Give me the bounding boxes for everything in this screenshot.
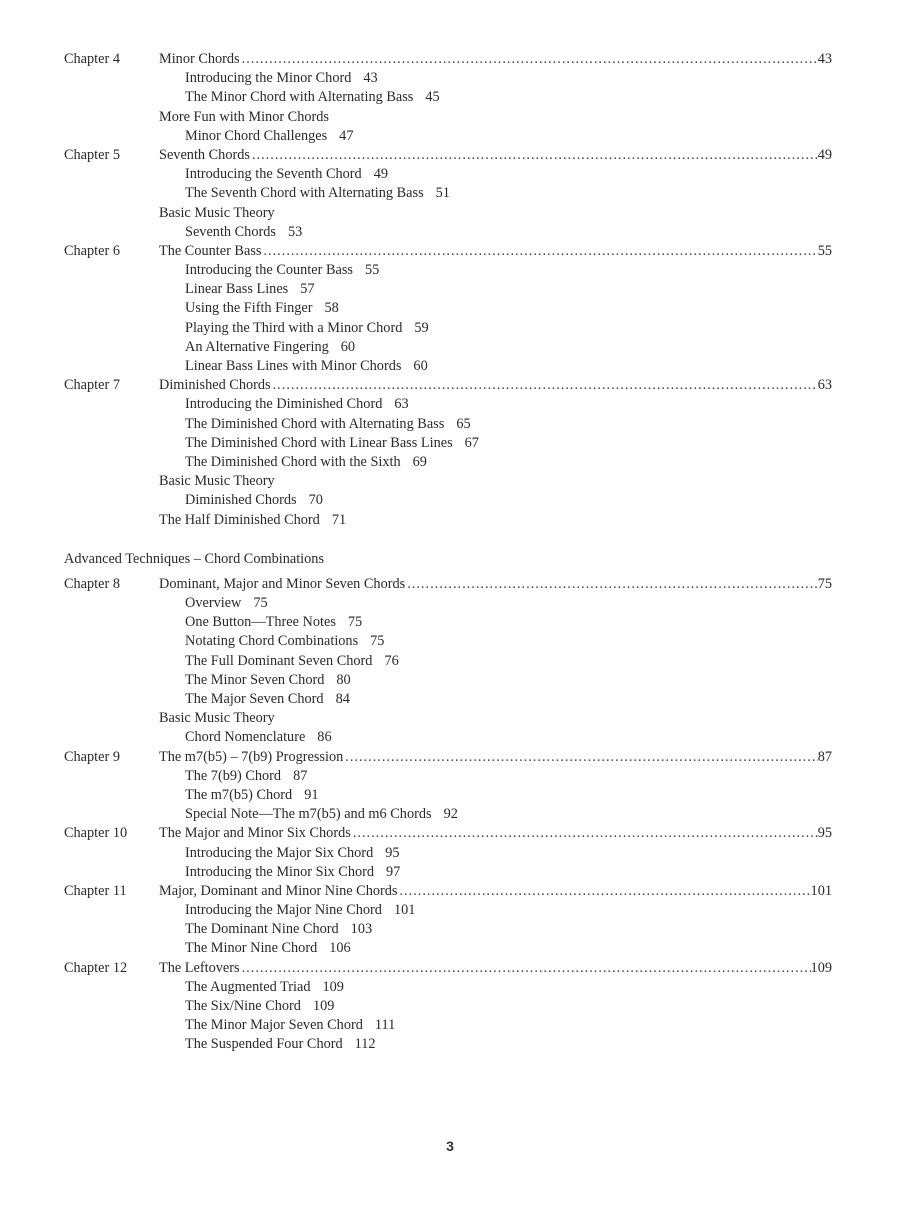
chapter-row[interactable]	[64, 882, 832, 901]
entry-title: The Full Dominant Seven Chord	[185, 652, 373, 669]
chapter-page: 95	[817, 825, 832, 842]
section-entry[interactable]	[64, 511, 832, 530]
chapter-row[interactable]	[64, 748, 832, 767]
entry-page: 92	[443, 806, 458, 823]
chapter-6	[64, 242, 832, 376]
toc-entry[interactable]	[64, 357, 832, 376]
entry-title: The Dominant Nine Chord	[185, 921, 339, 938]
entry-page: 86	[317, 729, 332, 746]
section-title: The Half Diminished Chord	[159, 511, 320, 528]
entry-page: 101	[393, 902, 416, 919]
entry-page: 97	[386, 863, 401, 880]
entry-title: Notating Chord Combinations	[185, 633, 359, 650]
entry-title: Introducing the Seventh Chord	[185, 166, 362, 183]
toc-entry[interactable]	[64, 767, 832, 786]
entry-page: 67	[464, 434, 479, 451]
chapter-label: Chapter 4	[64, 51, 120, 67]
chapter-5	[64, 146, 832, 242]
entry-title: The 7(b9) Chord	[185, 767, 282, 784]
chapter-page: 63	[817, 377, 832, 394]
entry-title: Using the Fifth Finger	[185, 300, 313, 317]
entry-page: 109	[322, 978, 344, 995]
chapter-row[interactable]	[64, 575, 832, 594]
entry-title: Linear Bass Lines	[185, 281, 289, 298]
chapter-row[interactable]	[64, 242, 832, 261]
chapter-title: Dominant, Major and Minor Seven Chords	[159, 575, 406, 592]
entry-page: 45	[425, 89, 440, 106]
leader-dots	[407, 575, 818, 594]
section-heading	[64, 709, 832, 728]
toc-entry[interactable]	[64, 728, 832, 747]
entry-page: 49	[373, 166, 388, 183]
entry-title: The Diminished Chord with Linear Bass Lines	[185, 434, 453, 451]
entry-page: 59	[414, 319, 429, 336]
entry-title: Chord Nomenclature	[185, 729, 306, 746]
entry-page: 55	[364, 262, 380, 279]
toc-entry[interactable]	[64, 613, 832, 632]
leader-dots	[399, 882, 810, 901]
entry-title: Special Note—The m7(b5) and m6 Chords	[185, 806, 432, 823]
entry-title: An Alternative Fingering	[185, 338, 329, 355]
chapter-11	[64, 882, 832, 959]
page-number: 3	[446, 1138, 454, 1154]
entry-title: Overview	[185, 595, 242, 612]
toc-entry[interactable]	[64, 165, 832, 184]
entry-title: Playing the Third with a Minor Chord	[185, 319, 403, 336]
entry-page: 51	[435, 185, 450, 202]
entry-title: Introducing the Major Nine Chord	[185, 902, 382, 919]
toc-entry[interactable]	[64, 223, 832, 242]
entry-title: The Minor Seven Chord	[185, 671, 325, 688]
toc-entry[interactable]	[64, 127, 832, 146]
entry-title: The Major Seven Chord	[185, 691, 324, 707]
toc-entry[interactable]	[64, 491, 832, 510]
entry-title: The Minor Chord with Alternating Bass	[185, 89, 414, 106]
chapter-title: The Counter Bass	[159, 242, 262, 259]
entry-title: Introducing the Counter Bass	[185, 262, 353, 279]
entry-title: The Minor Nine Chord	[185, 940, 318, 957]
toc-entry[interactable]	[64, 184, 832, 203]
chapter-7	[64, 376, 832, 530]
entry-page: 75	[370, 633, 385, 650]
toc-entry[interactable]	[64, 415, 832, 434]
spacer	[64, 530, 832, 550]
entry-page: 47	[339, 127, 354, 144]
table-of-contents	[64, 50, 832, 1055]
toc-entry[interactable]	[64, 863, 832, 882]
chapter-row[interactable]	[64, 376, 832, 395]
entry-page: 60	[340, 338, 356, 355]
entry-title: The Minor Major Seven Chord	[185, 1017, 363, 1034]
toc-entry[interactable]	[64, 805, 832, 824]
chapter-title: The Leftovers	[159, 959, 240, 976]
entry-page: 60	[413, 358, 428, 374]
chapter-label: Chapter 10	[64, 825, 128, 842]
toc-entry[interactable]	[64, 844, 832, 863]
chapter-title: Diminished Chords	[159, 377, 271, 394]
chapter-page: 43	[817, 51, 832, 67]
section-title: Basic Music Theory	[159, 710, 275, 727]
toc-entry[interactable]	[64, 434, 832, 453]
entry-page: 75	[347, 614, 363, 631]
toc-entry[interactable]	[64, 338, 832, 357]
leader-dots	[353, 824, 818, 843]
chapter-page: 75	[817, 575, 832, 592]
toc-entry[interactable]	[64, 280, 832, 299]
section-heading	[64, 472, 832, 491]
entry-page: 63	[394, 396, 409, 413]
chapter-page: 101	[810, 882, 832, 899]
entry-title: Introducing the Major Six Chord	[185, 844, 374, 861]
entry-page: 70	[308, 492, 323, 509]
entry-title: The Augmented Triad	[185, 978, 311, 995]
chapter-row[interactable]	[64, 50, 832, 69]
chapter-row[interactable]	[64, 824, 832, 843]
entry-page: 87	[293, 767, 308, 784]
entry-page: 65	[456, 415, 471, 432]
chapter-label: Chapter 7	[64, 377, 120, 394]
entry-title: The Suspended Four Chord	[185, 1036, 343, 1053]
toc-entry[interactable]	[64, 671, 832, 690]
entry-page: 71	[331, 511, 347, 528]
chapter-page: 87	[817, 748, 832, 765]
toc-entry[interactable]	[64, 901, 832, 920]
leader-dots	[242, 959, 811, 978]
entry-title: The Seventh Chord with Alternating Bass	[185, 185, 424, 202]
entry-page: 76	[384, 652, 399, 669]
entry-page: 57	[300, 281, 315, 298]
entry-page: 84	[335, 691, 350, 707]
entry-title: The Six/Nine Chord	[185, 998, 301, 1014]
chapter-page: 109	[810, 959, 832, 976]
part-heading: Advanced Techniques – Chord Combinations	[64, 550, 325, 567]
toc-entry[interactable]	[64, 920, 832, 939]
entry-title: The Diminished Chord with Alternating Bass	[185, 415, 445, 432]
chapter-page: 49	[817, 146, 832, 163]
entry-page: 53	[287, 223, 303, 240]
toc-entry[interactable]	[64, 1035, 832, 1054]
chapter-row[interactable]	[64, 959, 832, 978]
leader-dots	[242, 50, 818, 69]
chapter-title: The Major and Minor Six Chords	[159, 825, 351, 842]
entry-page: 75	[253, 595, 268, 612]
chapter-label: Chapter 12	[64, 959, 128, 976]
entry-title: Introducing the Minor Six Chord	[185, 863, 375, 880]
entry-page: 69	[412, 453, 427, 470]
entry-page: 103	[350, 921, 373, 938]
section-heading	[64, 204, 832, 223]
chapter-10	[64, 824, 832, 882]
toc-entry[interactable]	[64, 939, 832, 958]
entry-page: 43	[363, 70, 378, 87]
toc-entry[interactable]	[64, 299, 832, 318]
toc-entry[interactable]	[64, 997, 832, 1016]
chapter-title: The m7(b5) – 7(b9) Progression	[159, 748, 344, 765]
entry-title: The m7(b5) Chord	[185, 786, 293, 803]
chapter-label: Chapter 11	[64, 882, 127, 899]
toc-entry[interactable]	[64, 594, 832, 613]
entry-page: 111	[374, 1017, 396, 1034]
toc-entry[interactable]	[64, 69, 832, 88]
entry-title: Diminished Chords	[185, 492, 297, 509]
leader-dots	[263, 242, 817, 261]
chapter-title: Minor Chords	[159, 51, 240, 67]
chapter-title: Seventh Chords	[159, 146, 250, 163]
toc-entry[interactable]	[64, 319, 832, 338]
entry-page: 58	[324, 300, 339, 317]
toc-entry[interactable]	[64, 978, 832, 997]
chapter-4	[64, 50, 832, 146]
entry-page: 95	[385, 844, 400, 861]
chapter-label: Chapter 9	[64, 748, 120, 765]
chapter-8	[64, 575, 832, 748]
chapter-label: Chapter 8	[64, 575, 120, 592]
entry-page: 106	[329, 940, 351, 957]
section-heading	[64, 108, 832, 127]
entry-title: The Diminished Chord with the Sixth	[185, 453, 401, 470]
toc-entry[interactable]	[64, 786, 832, 805]
leader-dots	[252, 146, 818, 165]
entry-page: 80	[336, 671, 351, 688]
section-title: Basic Music Theory	[159, 204, 275, 221]
chapter-12	[64, 959, 832, 1055]
entry-page: 91	[304, 786, 319, 803]
toc-entry[interactable]	[64, 690, 832, 709]
toc-entry[interactable]	[64, 261, 832, 280]
section-title: More Fun with Minor Chords	[159, 108, 329, 125]
chapter-page: 55	[817, 242, 832, 259]
entry-title: Minor Chord Challenges	[185, 127, 328, 144]
entry-page: 109	[312, 998, 335, 1014]
chapter-row[interactable]	[64, 146, 832, 165]
entry-title: Introducing the Diminished Chord	[185, 396, 383, 413]
toc-entry[interactable]	[64, 453, 832, 472]
entry-page: 112	[354, 1036, 376, 1053]
toc-entry[interactable]	[64, 1016, 832, 1035]
toc-entry[interactable]	[64, 395, 832, 414]
chapter-9	[64, 748, 832, 825]
chapter-label: Chapter 5	[64, 146, 120, 163]
entry-title: Linear Bass Lines with Minor Chords	[185, 358, 402, 374]
leader-dots	[273, 376, 818, 395]
leader-dots	[345, 748, 817, 767]
section-title: Basic Music Theory	[159, 473, 275, 490]
chapter-label: Chapter 6	[64, 242, 120, 259]
toc-entry[interactable]	[64, 88, 832, 107]
chapter-title: Major, Dominant and Minor Nine Chords	[159, 882, 398, 899]
entry-title: Seventh Chords	[185, 223, 276, 240]
entry-title: One Button—Three Notes	[185, 614, 336, 631]
toc-entry[interactable]	[64, 652, 832, 671]
toc-entry[interactable]	[64, 632, 832, 651]
entry-title: Introducing the Minor Chord	[185, 70, 352, 87]
